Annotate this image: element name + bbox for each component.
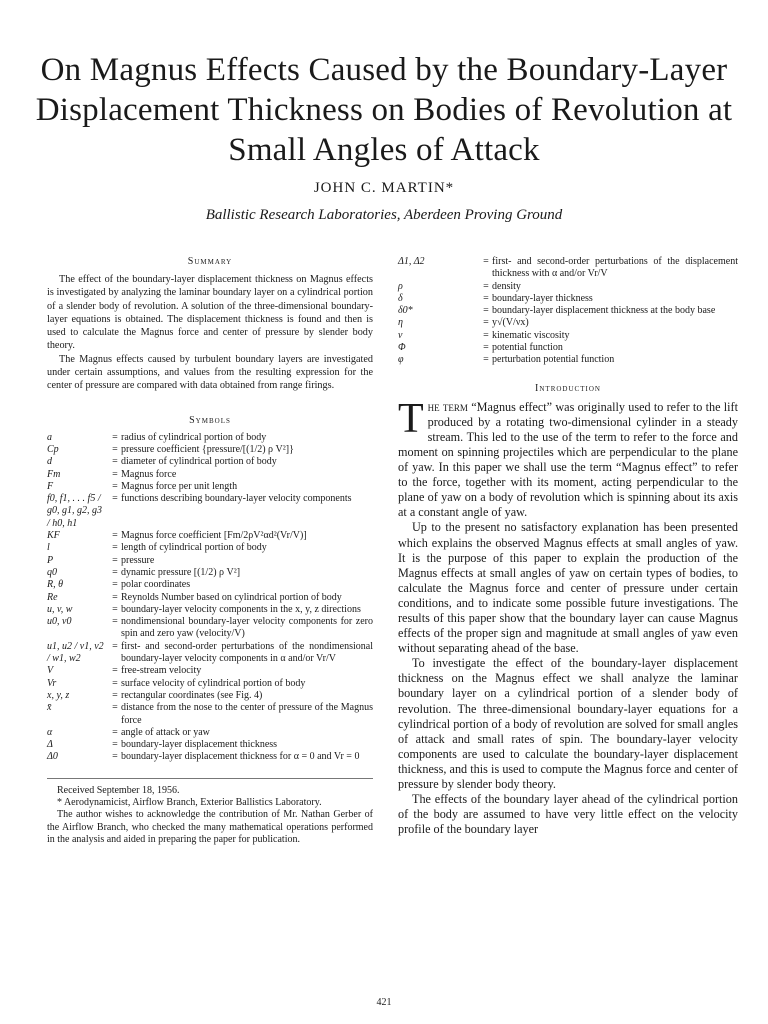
symbol-definition: perturbation potential function (492, 354, 615, 366)
equals-sign: = (112, 456, 118, 468)
equals-sign: = (112, 677, 118, 689)
equals-sign: = (483, 305, 489, 317)
symbol: δ (398, 292, 403, 304)
symbols-table (47, 432, 373, 764)
equals-sign: = (112, 530, 118, 542)
summary-section (47, 256, 373, 393)
introduction-text: “Magnus effect” was originally used to refer to the lift produced by a rotating two-dimensional cylinder in a steady stream. This led to the use of the term to refer to the force and moment on spinning projectiles which are perpendicular to the plane of yaw. In this paper we shall use the term “Magnus effect” to refer to the force, together with its moment, acting perpendicular to the plane of yaw on a body of revolution which is spinning about its axis at a constant angle of yaw. (398, 399, 739, 520)
symbol-row (398, 330, 738, 342)
equals-sign: = (112, 726, 118, 738)
symbol: V (47, 665, 54, 677)
equals-sign: = (112, 554, 118, 566)
equals-sign: = (112, 493, 118, 505)
symbol: δ0* (398, 305, 413, 317)
symbol-row (47, 690, 373, 702)
symbol-definition: Magnus force (121, 468, 177, 480)
symbol-row (398, 256, 738, 281)
symbol-row (47, 579, 373, 591)
symbol-definition: free-stream velocity (121, 665, 202, 677)
symbol-definition: surface velocity of cylindrical portion of body (121, 677, 306, 689)
lead-in: he term (427, 399, 468, 414)
introduction-paragraph: The effects of the boundary layer ahead of the cylindrical portion of the body are assumed to have very little effect on the velocity profile of the boundary layer (398, 792, 738, 837)
symbol-row (47, 592, 373, 604)
symbol-definition: distance from the nose to the center of pressure of the Magnus force (121, 702, 373, 726)
drop-cap: T (398, 395, 424, 442)
author-name: JOHN C. MARTIN* (313, 180, 455, 196)
equals-sign: = (112, 739, 118, 751)
symbol-definition: boundary-layer displacement thickness for α = 0 and Vr = 0 (121, 751, 360, 763)
symbol-row (47, 727, 373, 739)
equals-sign: = (483, 292, 489, 304)
symbols-heading: Symbols (189, 414, 231, 426)
symbol-row (47, 493, 373, 530)
symbol-definition: dynamic pressure [(1/2) ρ V²] (121, 566, 241, 578)
symbol: F (47, 480, 54, 492)
symbol: Fm (47, 468, 61, 480)
author-affiliation: Ballistic Research Laboratories, Aberdeen Proving Ground (205, 207, 563, 223)
footnote-received: Received September 18, 1956. (57, 784, 180, 796)
summary-paragraph: The effect of the boundary-layer displacement thickness on Magnus effects is investigated by analyzing the laminar boundary layer on a cylindrical portion of a slender body of revolution. A solution of the three-dimensional boundary-layer equations is obtained. The displacement thickness is found and then is used to calculate the Magnus force and center of pressure by slender body theory. (47, 274, 373, 352)
symbol-row (47, 678, 373, 690)
symbol-row (398, 317, 738, 329)
footnotes (47, 778, 373, 846)
symbol: Vr (47, 677, 57, 689)
footnote-author: * Aerodynamicist, Airflow Branch, Exterior Ballistics Laboratory. (57, 796, 322, 808)
symbol-definition: diameter of cylindrical portion of body (121, 456, 277, 468)
symbol-row (47, 751, 373, 763)
symbol: u0, v0 (47, 616, 72, 628)
symbols-continued (398, 256, 738, 367)
symbol-definition: potential function (492, 342, 563, 354)
symbol: u, v, w (47, 603, 73, 615)
symbol: Δ (47, 739, 53, 751)
symbols-table-continued (398, 256, 738, 367)
symbol-row (47, 641, 373, 666)
symbol: q0 (47, 566, 57, 578)
equals-sign: = (483, 329, 489, 341)
symbol: Re (47, 591, 58, 603)
symbol: f0, f1, . . . f5 / g0, g1, g2, g3 / h0, h1 (47, 493, 102, 529)
symbol: Δ0 (47, 751, 58, 763)
equals-sign: = (112, 640, 118, 652)
symbol: a (47, 431, 52, 443)
equals-sign: = (112, 689, 118, 701)
symbol: α (47, 726, 53, 738)
symbol-definition: Magnus force coefficient [Fm/2ρV²αd²(Vr/V)] (121, 530, 307, 542)
equals-sign: = (483, 317, 489, 329)
equals-sign: = (112, 480, 118, 492)
equals-sign: = (112, 751, 118, 763)
symbol-definition: polar coordinates (121, 579, 191, 591)
symbol: Cp (47, 443, 59, 455)
symbol: KF (47, 530, 60, 542)
symbol-definition: boundary-layer displacement thickness (121, 739, 278, 751)
symbol-row (47, 739, 373, 751)
symbol-row (398, 354, 738, 366)
symbol: η (398, 317, 403, 329)
symbol-definition: radius of cylindrical portion of body (121, 431, 267, 443)
equals-sign: = (112, 566, 118, 578)
symbol-definition: Reynolds Number based on cylindrical portion of body (121, 591, 342, 603)
introduction-section (398, 383, 738, 838)
equals-sign: = (112, 542, 118, 554)
right-column (398, 256, 738, 837)
equals-sign: = (112, 579, 118, 591)
introduction-paragraph: To investigate the effect of the boundary-layer displacement thickness on the Magnus effect we shall analyze the laminar boundary layer on a cylindrical portion of a slender body of revolution. The three-dimensional boundary-layer equations for a cylindrical portion of a body of revolution are solved for small angles of attack and small rates of spin. The boundary-layer velocity components are used to calculate the boundary-layer displacement thickness, and this is used to compute the Magnus force and center of pressure by slender body theory. (398, 656, 738, 792)
symbol: u1, u2 / v1, v2 / w1, w2 (47, 640, 104, 665)
symbol-row (398, 293, 738, 305)
symbol-definition: nondimensional boundary-layer velocity components for zero spin and zero yaw (velocity/V) (121, 616, 373, 640)
equals-sign: = (483, 354, 489, 366)
equals-sign: = (483, 342, 489, 354)
footnote-acknowledgement: The author wishes to acknowledge the contribution of Mr. Nathan Gerber of the Airflow Branch, who checked the many mathematical operations performed in the analysis and aided in preparing the paper for publication. (47, 809, 373, 845)
symbol: x̄ (47, 702, 52, 714)
symbol-definition: functions describing boundary-layer velocity components (121, 493, 352, 505)
symbol-definition: rectangular coordinates (see Fig. 4) (121, 689, 263, 701)
symbol-row (47, 469, 373, 481)
symbol-definition: boundary-layer thickness (492, 292, 593, 304)
symbol-definition: Magnus force per unit length (121, 480, 238, 492)
introduction-heading: Introduction (535, 382, 601, 394)
symbol: Φ (398, 342, 406, 354)
symbol-definition: first- and second-order perturbations of the nondimensional boundary-layer velocity components in α and/or Vr/V (121, 640, 373, 665)
symbol-row (47, 542, 373, 554)
symbol-definition: kinematic viscosity (492, 329, 570, 341)
symbol: R, θ (47, 579, 64, 591)
symbol-row (47, 555, 373, 567)
equals-sign: = (112, 591, 118, 603)
equals-sign: = (483, 256, 489, 267)
symbol-row (47, 604, 373, 616)
symbol: d (47, 456, 52, 468)
symbol-definition: length of cylindrical portion of body (121, 542, 267, 554)
page-number: 421 (376, 997, 392, 1008)
symbol-definition: pressure (121, 554, 155, 566)
symbol-definition: boundary-layer displacement thickness at the body base (492, 305, 716, 317)
symbol: l (47, 542, 50, 554)
introduction-paragraph: Up to the present no satisfactory explanation has been presented which explains the observed Magnus effects at small angles of yaw. It is the purpose of this paper to explain the production of the Magnus effects at small angles of yaw on certain types of bodies, to calculate the Magnus force and center of pressure under certain conditions, and to indicate some possible future investigations. The results of this paper show that the boundary layer can cause Magnus effects of the proper sign and magnitude at small angles of yaw even without separating ahead of the base. (398, 520, 738, 656)
equals-sign: = (112, 702, 118, 714)
equals-sign: = (112, 665, 118, 677)
symbol-row (47, 530, 373, 542)
symbol: Δ1, Δ2 (398, 256, 425, 267)
symbol-row (47, 456, 373, 468)
symbol: ρ (398, 280, 403, 292)
equals-sign: = (112, 468, 118, 480)
symbol-definition: pressure coefficient {pressure/[(1/2) ρ V²]} (121, 443, 294, 455)
equals-sign: = (112, 603, 118, 615)
paper-title: On Magnus Effects Caused by the Boundary-Layer Displacement Thickness on Bodies of Revolution at Small Angles of Attack (35, 52, 733, 168)
symbol-row (398, 281, 738, 293)
symbol: P (47, 554, 54, 566)
equals-sign: = (112, 431, 118, 443)
symbol-row (47, 702, 373, 727)
symbol-row (47, 567, 373, 579)
symbol-definition: angle of attack or yaw (121, 726, 210, 738)
symbol-row (47, 444, 373, 456)
left-column (47, 256, 373, 846)
symbol: ν (398, 329, 403, 341)
equals-sign: = (112, 443, 118, 455)
symbol-row (398, 342, 738, 354)
summary-paragraph: The Magnus effects caused by turbulent boundary layers are investigated under certain assumptions, and values from the resulting expression for the center of pressure are compared with data obtained from range firings. (47, 353, 373, 392)
symbol-definition: first- and second-order perturbations of the displacement thickness with α and/or Vr/V (492, 256, 738, 280)
summary-heading: Summary (187, 256, 233, 267)
symbol-definition: density (492, 280, 521, 292)
symbol-row (47, 481, 373, 493)
symbol-row (47, 665, 373, 677)
introduction-paragraph (398, 395, 739, 521)
equals-sign: = (112, 616, 118, 628)
equals-sign: = (483, 280, 489, 292)
symbol-row (47, 432, 373, 444)
symbol-definition: y√(V/νx) (492, 317, 529, 329)
symbol-definition: boundary-layer velocity components in the x, y, z directions (121, 603, 361, 615)
symbols-section (47, 415, 373, 764)
symbol: x, y, z (47, 689, 70, 701)
symbol: φ (398, 354, 404, 366)
symbol-row (398, 305, 738, 317)
symbol-row (47, 616, 373, 641)
